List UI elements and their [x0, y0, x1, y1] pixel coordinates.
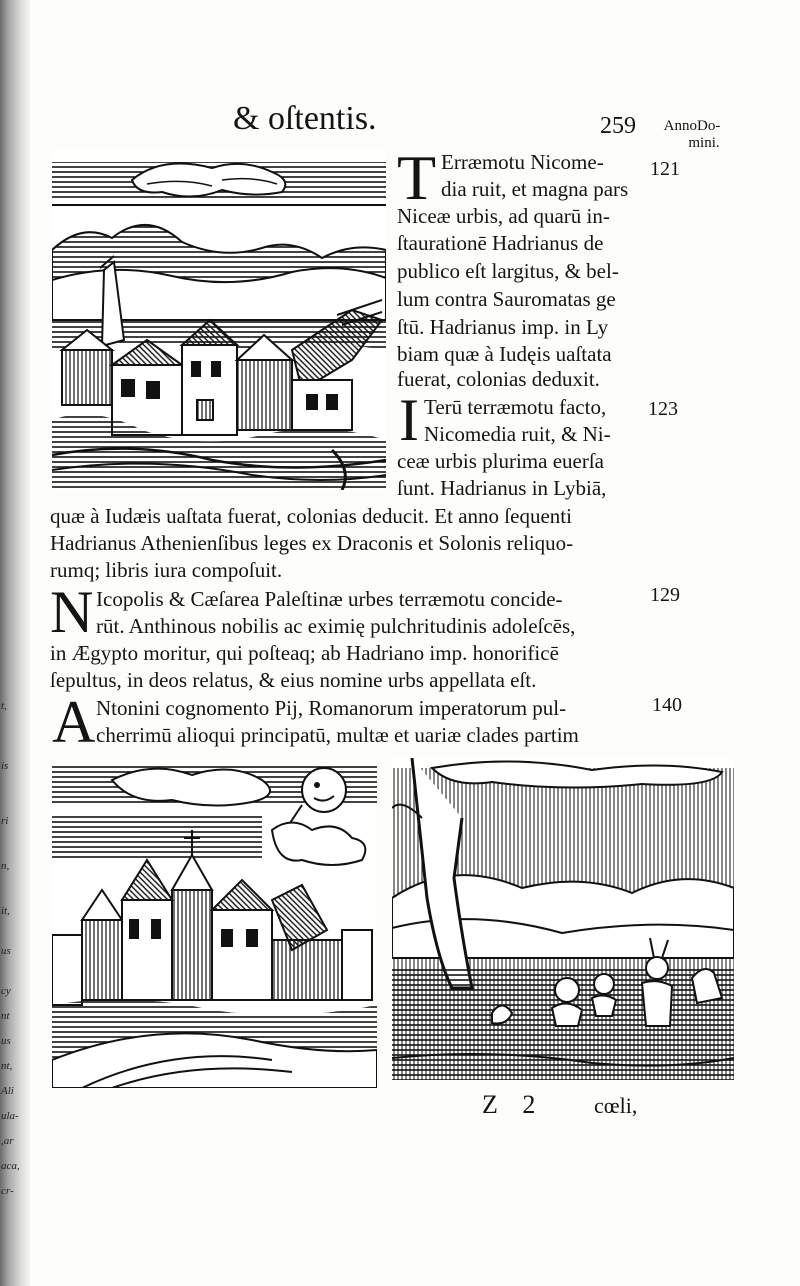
running-title: & oſtentis.	[233, 100, 377, 137]
gutter-fragment: nt,	[1, 1060, 13, 1072]
entry-121-line-2: dia ruit, et magna pars	[441, 177, 629, 201]
initial-i: I	[399, 387, 419, 453]
gutter-fragment: ula-	[1, 1110, 19, 1122]
gutter-fragment: it,	[1, 905, 10, 917]
woodcut-storm-city	[52, 760, 377, 1088]
entry-123-line-7: rumq; libris iura compoſuit.	[50, 558, 283, 582]
initial-t: T	[397, 142, 437, 213]
entry-121-line-1: Erræmotu Nicome-	[441, 150, 604, 174]
year-129: 129	[650, 584, 680, 606]
entry-123-line-1: Terū terræmotu facto,	[424, 395, 607, 419]
entry-129-line-2: rūt. Anthinous nobilis ac eximię pulchritudinis adoleſcēs,	[96, 614, 576, 638]
gutter-fragment: ri	[1, 815, 9, 827]
entry-129-line-1: Icopolis & Cæſarea Paleſtinæ urbes terræmotu concide-	[96, 587, 563, 611]
woodcut-flood	[392, 758, 734, 1080]
gutter-fragment: us	[1, 945, 11, 957]
marginal-heading-line-1: AnnoDo-	[663, 118, 721, 134]
entry-121-line-7: ſtū. Hadrianus imp. in Ly	[397, 315, 609, 339]
entry-123-line-6: Hadrianus Athenienſibus leges ex Draconis et Solonis reliquo-	[50, 531, 574, 555]
entry-121-line-8: biam quæ à Iudęis uaſtata	[397, 342, 612, 366]
entry-129-line-4: ſepultus, in deos relatus, & eius nomine urbs appellata eſt.	[50, 668, 537, 692]
entry-140-line-1: Ntonini cognomento Pij, Romanorum imperatorum pul-	[96, 696, 567, 720]
gutter-fragment: cy	[1, 985, 11, 997]
marginal-heading	[650, 118, 734, 152]
gutter-fragment: us	[1, 1035, 11, 1047]
gutter-fragment: nt	[1, 1010, 10, 1022]
gutter-fragment: t,	[1, 700, 7, 712]
gutter-fragment: ,ar	[1, 1135, 14, 1147]
gutter-fragment: n,	[1, 860, 10, 872]
entry-129-line-3: in Ægypto moritur, qui poſteaq; ab Hadriano imp. honorificē	[50, 641, 559, 665]
entry-140-line-2: cherrimū alioqui principatū, multæ et uariæ clades partim	[96, 723, 579, 747]
gutter-fragment: is	[1, 760, 9, 772]
entry-123-line-3: ceæ urbis plurima euerſa	[397, 449, 605, 473]
entry-121-line-5: publico eſt largitus, & bel-	[397, 259, 619, 283]
entry-121-line-6: lum contra Sauromatas ge	[397, 287, 616, 311]
gutter-fragment: cr-	[1, 1185, 14, 1197]
year-123: 123	[648, 398, 678, 420]
signature-mark: Z 2	[482, 1090, 536, 1119]
woodcut-earthquake-city	[52, 150, 386, 490]
entry-121-line-4: ſtaurationē Hadrianus de	[397, 231, 604, 255]
year-121: 121	[650, 158, 680, 180]
catchword: cœli,	[594, 1093, 638, 1118]
entry-123-line-5: quæ à Iudæis uaſtata fuerat, colonias deducit. Et anno ſequenti	[50, 504, 572, 528]
entry-121-line-9: fuerat, colonias deduxit.	[397, 367, 600, 391]
gutter-fragment: aca,	[1, 1160, 20, 1172]
gutter-fragment: Ali	[1, 1085, 14, 1097]
initial-a: A	[52, 689, 96, 755]
entry-123-line-2: Nicomedia ruit, & Ni-	[424, 422, 611, 446]
marginal-heading-line-2: mini.	[688, 135, 720, 151]
entry-121-line-3: Niceæ urbis, ad quarū in-	[397, 204, 610, 228]
year-140: 140	[652, 694, 682, 716]
page-number: 259	[600, 113, 636, 139]
entry-123-line-4: ſunt. Hadrianus in Lybiā,	[397, 476, 607, 500]
initial-n: N	[50, 579, 94, 645]
